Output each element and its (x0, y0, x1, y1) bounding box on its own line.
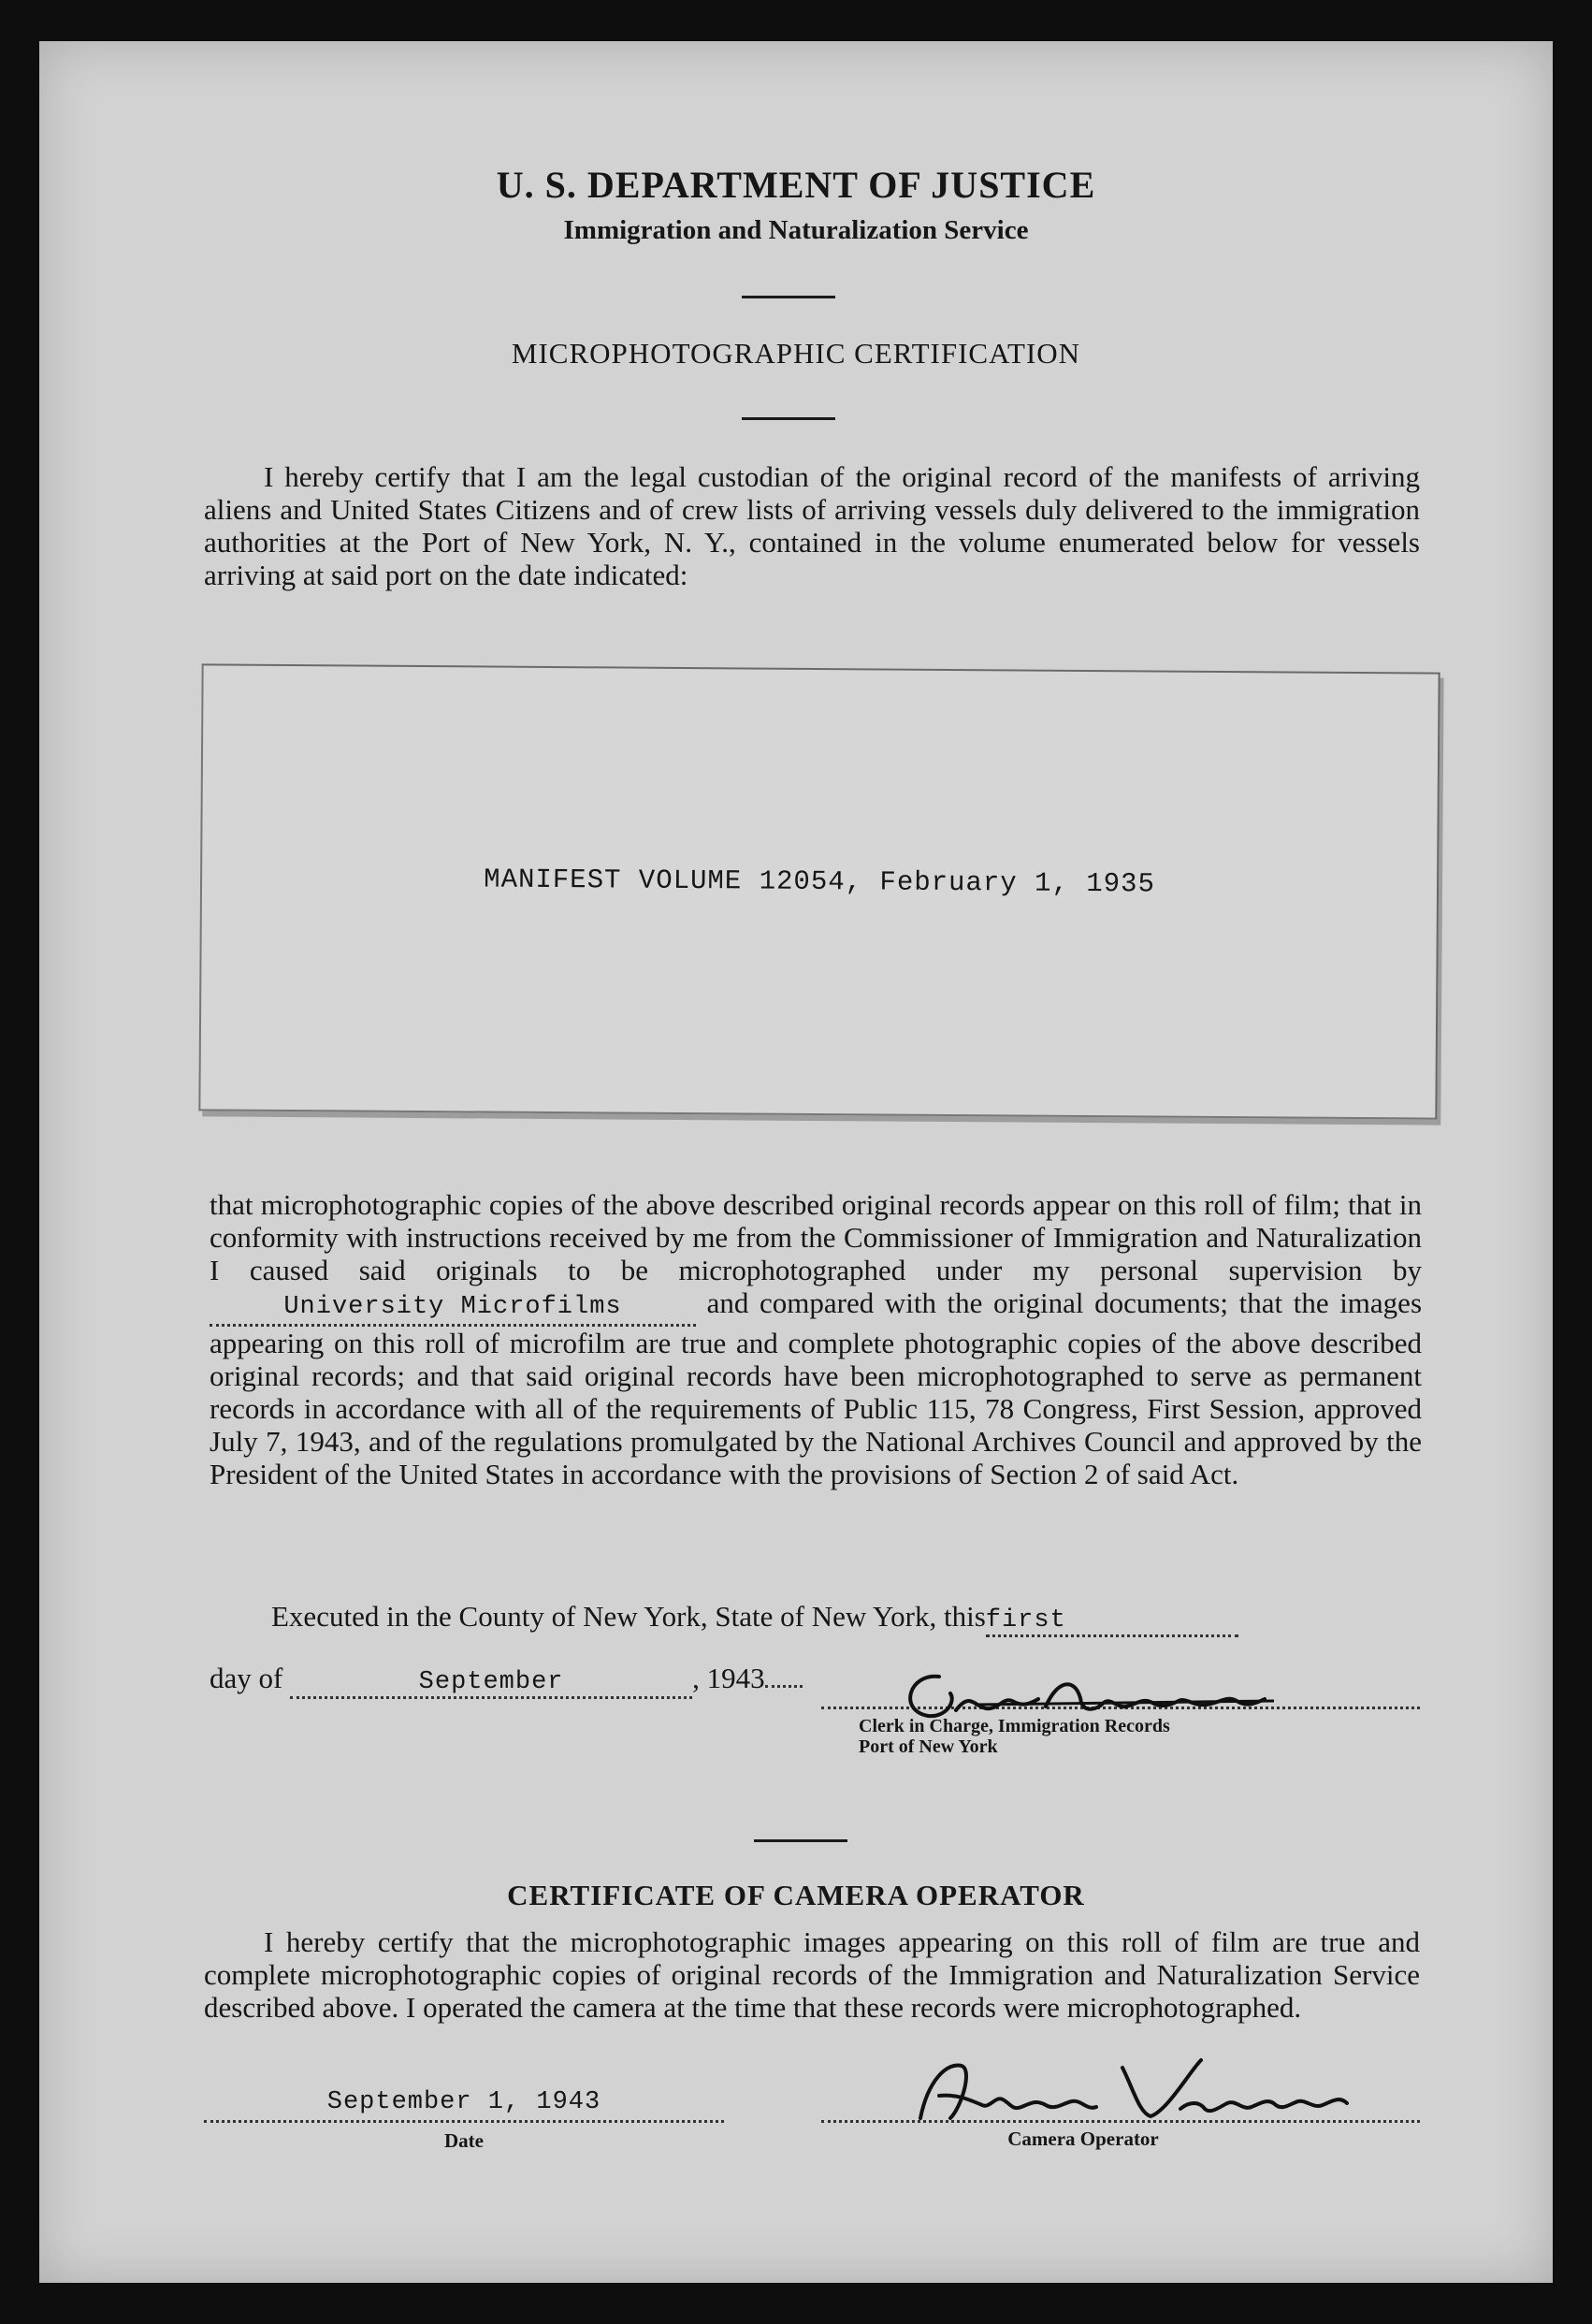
divider-rule (754, 1839, 847, 1842)
divider-rule (742, 296, 835, 298)
execution-line (271, 1600, 1238, 1637)
day-of-label: day of (210, 1662, 283, 1694)
camera-operator-signature (872, 2053, 1396, 2128)
copies-text-end: and compared with the original documents; that the images appearing on this roll of microfilm are true and complete photographic copies of the above described original records; and that said original records have been microphotographed to serve as permanent records in accordance with all of the requirements of Public 115, 78 Congress, First Session, approved July 7, 1943, and of the regulations promulgated by the National Archives Council and approved by the President of the United States in accordance with the provisions of Section 2 of said Act. (210, 1286, 1423, 1490)
executed-text: Executed in the County of New York, State of New York, this (271, 1600, 986, 1633)
clerk-title-line1: Clerk in Charge, Immigration Records (859, 1716, 1170, 1736)
day-of-line (210, 1662, 803, 1699)
camera-operator-label: Camera Operator (1007, 2128, 1159, 2150)
year-fill (765, 1685, 803, 1688)
divider-rule (742, 417, 835, 420)
camera-certificate-paragraph: I hereby certify that the microphotographic images appearing on this roll of film are true and complete microphotographic copies of original records of the Immigration and Naturalization Service described above. I operated the camera at the time that these records were microphotographed. (204, 1925, 1420, 2024)
day-field: first (986, 1606, 1238, 1637)
custodian-paragraph: I hereby certify that I am the legal custodian of the original record of the manifests of arriving aliens and United States Citizens and of crew lists of arriving vessels duly delivered to the immigration authorities at the Port of New York, N. Y., contained in the volume enumerated below for vessels arriving at said port on the date indicated: (204, 460, 1420, 591)
date-label: Date (444, 2129, 484, 2152)
volume-slip (198, 663, 1440, 1119)
department-heading: U. S. DEPARTMENT OF JUSTICE (496, 164, 1096, 206)
photographer-field: University Microfilms (210, 1291, 696, 1327)
date-field: September 1, 1943 (326, 2088, 601, 2116)
service-subheading: Immigration and Naturalization Service (563, 215, 1029, 245)
copies-text-start: that microphotographic copies of the above described original records appear on this roll of film; that in conformity with instructions received by me from the Commissioner of Immigration and Naturalization I caused said originals to be microphotographed under my personal supervision by (210, 1188, 1422, 1286)
year-text: , 1943 (692, 1662, 765, 1694)
certification-title: MICROPHOTOGRAPHIC CERTIFICATION (511, 337, 1081, 370)
manifest-volume-text: MANIFEST VOLUME 12054, February 1, 1935 (484, 864, 1156, 900)
camera-certificate-title: CERTIFICATE OF CAMERA OPERATOR (507, 1879, 1085, 1911)
clerk-title (859, 1716, 1170, 1757)
month-field: September (290, 1668, 692, 1699)
certificate-page (39, 41, 1553, 2283)
date-line (204, 2120, 724, 2123)
copies-paragraph (210, 1188, 1422, 1490)
clerk-title-line2: Port of New York (859, 1736, 998, 1757)
